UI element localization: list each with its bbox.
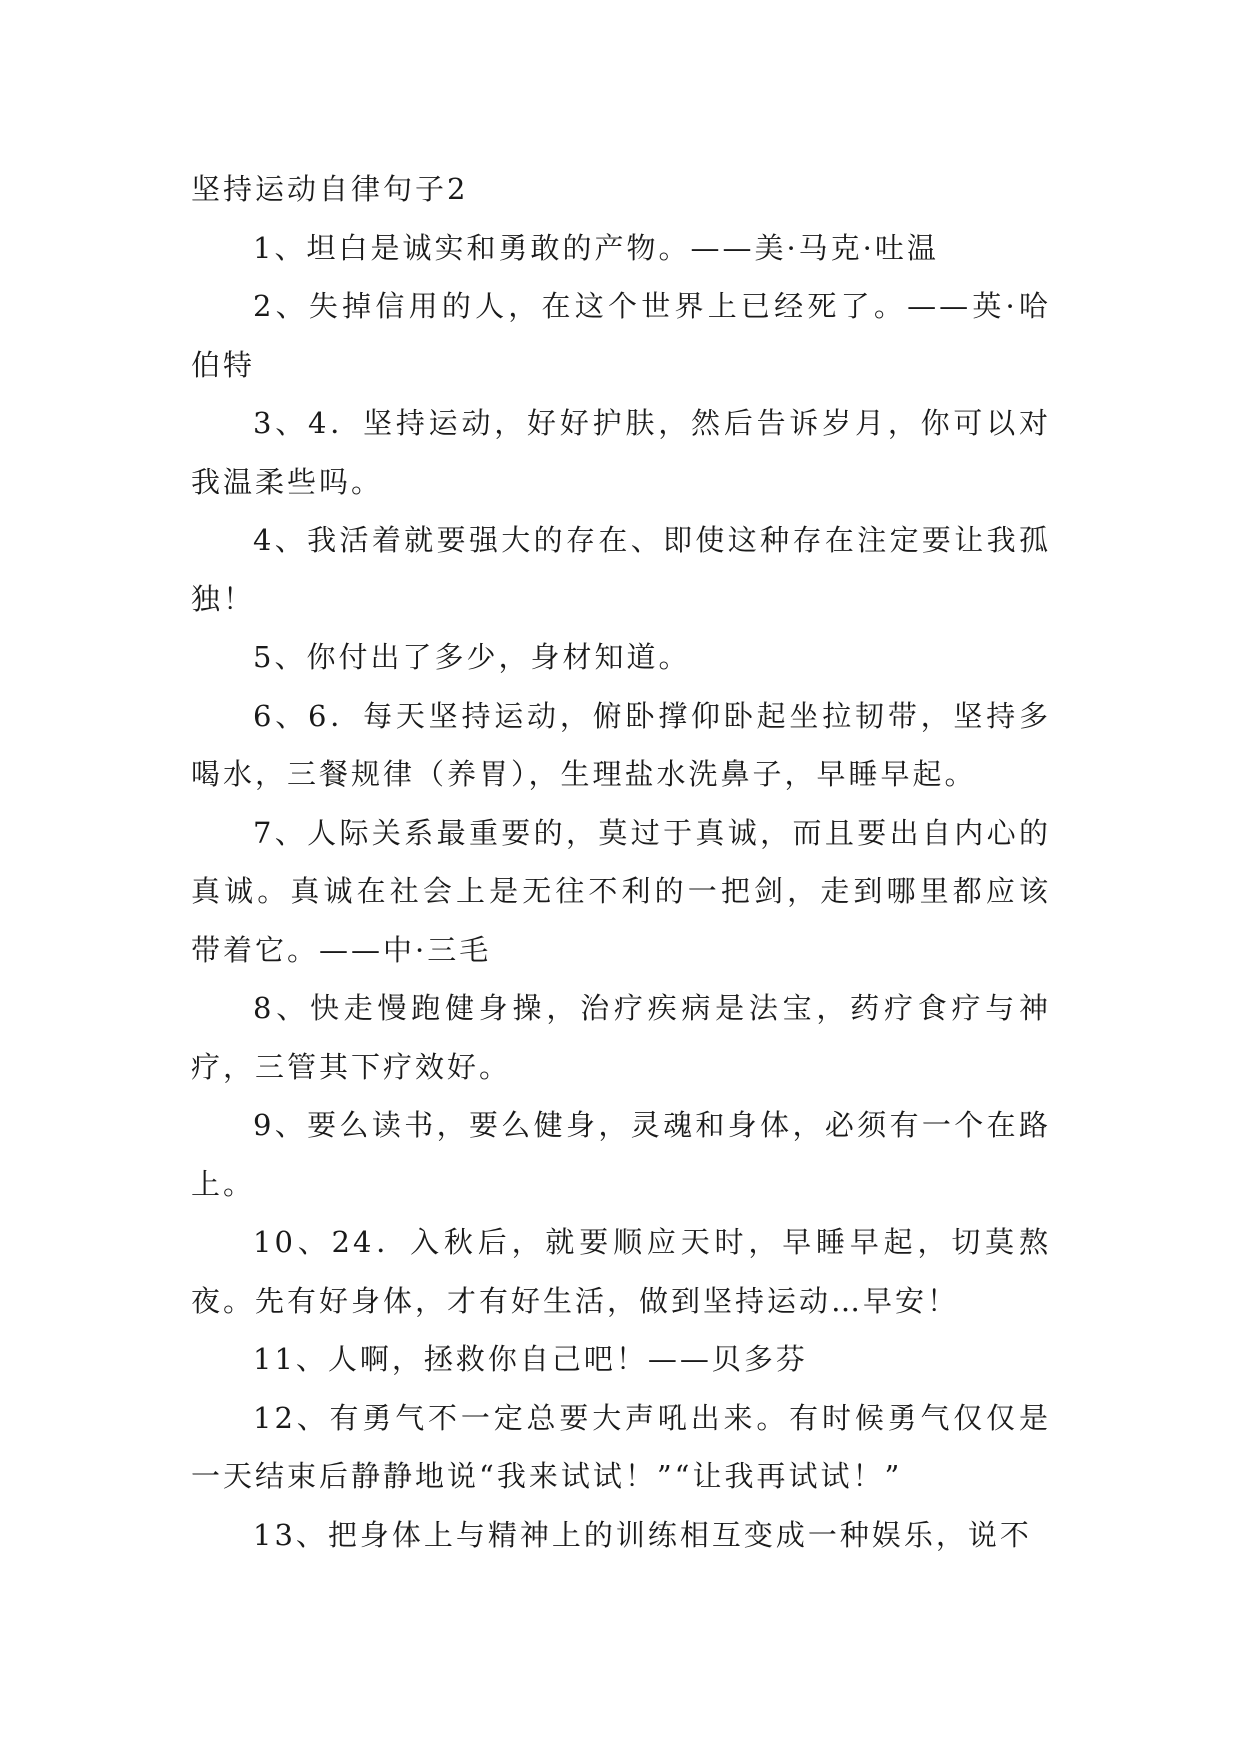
- quote-paragraph: 2、失掉信用的人，在这个世界上已经死了。——英·哈伯特: [191, 289, 1051, 382]
- quote-paragraph: 13、把身体上与精神上的训练相互变成一种娱乐，说不: [253, 1517, 1032, 1552]
- quote-paragraph: 1、坦白是诚实和勇敢的产物。——美·马克·吐温: [253, 230, 939, 265]
- quote-paragraph: 4、我活着就要强大的存在、即使这种存在注定要让我孤独！: [191, 523, 1051, 616]
- quote-paragraph: 5、你付出了多少，身材知道。: [253, 640, 691, 674]
- document-body: [191, 160, 1051, 1564]
- quote-paragraph: 8、快走慢跑健身操，治疗疾病是法宝，药疗食疗与神疗，三管其下疗效好。: [191, 991, 1051, 1084]
- quote-paragraph: 12、有勇气不一定总要大声吼出来。有时候勇气仅仅是一天结束后静静地说“我来试试！”“让我再试试！”: [191, 1400, 1051, 1493]
- quote-paragraph: 9、要么读书，要么健身，灵魂和身体，必须有一个在路上。: [191, 1108, 1051, 1201]
- quote-paragraph: 11、人啊，拯救你自己吧！——贝多芬: [253, 1342, 808, 1376]
- document-title: 坚持运动自律句子2: [191, 172, 469, 206]
- quote-paragraph: 3、4．坚持运动，好好护肤，然后告诉岁月，你可以对我温柔些吗。: [191, 406, 1051, 499]
- quote-paragraph: 10、24．入秋后，就要顺应天时，早睡早起，切莫熬夜。先有好身体，才有好生活，做到坚持运动…早安！: [191, 1225, 1051, 1318]
- quote-paragraph: 7、人际关系最重要的，莫过于真诚，而且要出自内心的真诚。真诚在社会上是无往不利的一把剑，走到哪里都应该带着它。——中·三毛: [191, 815, 1051, 967]
- quote-paragraph: 6、6．每天坚持运动，俯卧撑仰卧起坐拉韧带，坚持多喝水，三餐规律（养胃），生理盐水洗鼻子，早睡早起。: [191, 698, 1051, 791]
